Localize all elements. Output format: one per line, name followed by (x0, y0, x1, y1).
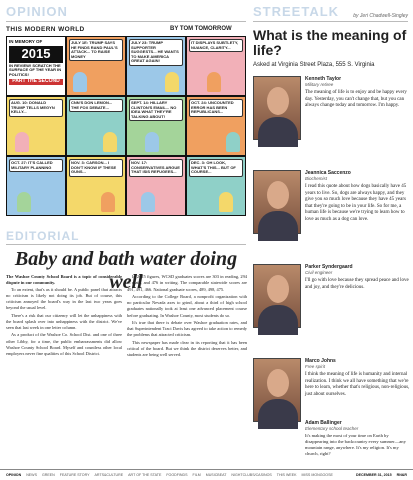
speech-bubble: OCT. 24: UNCOUNTED ERROR HAS BEEN REPUBLICANS... (189, 99, 243, 117)
cartoon-figure (103, 132, 117, 152)
respondent-role: Military retiree (305, 82, 334, 87)
editorial-paragraph: As a product of the Washoe Co. School Dist. and one of three other Libby, for a time, the public embarrassments did allow Washoe County School Board. Myself and countless other local employers never fine qualities of this School District. (6, 332, 122, 356)
editorial-paragraph: To an extent, that's as it should be. A public panel that attracts no criticism is likely not doing its job. But of course, this criticism annoyed the board's way in the last two years goes beyond the usual level. (6, 286, 122, 311)
streetalk-response (253, 170, 411, 262)
editorial-column-2 (127, 274, 247, 359)
comic-panel (67, 157, 125, 215)
respondent-quote: The meaning of life is to enjoy and be happy every day. Yesterday, you can't change that, but you can always change today and tomorrow. I'm happy. (305, 90, 407, 108)
comic-panel (187, 157, 245, 215)
streetalk-question: What is the meaning of life? (253, 27, 407, 58)
footer-item: THIS WEEK (276, 473, 297, 477)
footer-item: FEATURE STORY (59, 473, 90, 477)
footer-item-opinion: OPINION (6, 473, 22, 477)
opinion-section-header (6, 4, 246, 22)
comic-strip (6, 36, 246, 216)
speech-bubble: OCT. 27: IT'S CALLED MILITARY PLANNING (9, 159, 63, 172)
comic-panel-title-year: 2015 (9, 46, 63, 63)
comic-panel (187, 97, 245, 155)
cartoon-figure (17, 192, 31, 212)
streetalk-section-header (253, 4, 408, 22)
editorial-section-header (6, 229, 246, 245)
respondent-name: Adam Ballinger (305, 420, 342, 426)
footer-item: FILM (192, 473, 201, 477)
footer-item: NEWS (26, 473, 37, 477)
footer-item: GREEN (41, 473, 55, 477)
editorial-paragraph: There's a risk that our citizenry will let the unhappiness with the board splash over into unhappiness with the district. We've seen that last week in one letter column. (6, 312, 122, 330)
speech-bubble: JULY 23: TRUMP SUPPORTER SUGGESTS... HE WANTS TO MAKE AMERICA GREAT AGAIN! (129, 39, 183, 66)
respondent-photo (253, 76, 301, 140)
respondent-name: Kenneth Taylor (305, 76, 342, 82)
cartoon-figure (15, 132, 29, 152)
cartoon-figure (207, 72, 221, 92)
comic-panel (7, 157, 65, 215)
editorial-label: EDITORIAL (6, 229, 80, 243)
footer-item: MISS MONGOOSE (301, 473, 333, 477)
respondent-photo (253, 358, 301, 422)
comic-panel (67, 37, 125, 95)
cartoon-figure (73, 72, 87, 92)
editorial-headline: Baby and bath water doing well (14, 248, 238, 293)
respondent-quote: I think the meaning of life is humanity and internal realization. I think we all have something that we're here to learn, whether that's religious, non-religious, just about ourselves. (305, 372, 410, 397)
footer-item: ART OF THE STATE (128, 473, 162, 477)
footer-date: DECEMBER 31, 2015 (356, 473, 392, 477)
comic-panel (7, 97, 65, 155)
streetalk-location: Asked at Virginia Street Plaza, 555 S. Virginia (253, 62, 375, 68)
cartoon-figure (101, 192, 115, 212)
page-footer (0, 469, 413, 480)
respondent-name: Marco Johns (305, 358, 336, 364)
respondent-quote: I read this quote about how dogs basically have 45 years to live. So, dogs are always happy, and they give you so much love because they have 45 years that they're going to be in your life. So for me, a human life is because we're trying to learn how to love as much as a dog can love. (305, 184, 407, 222)
respondent-name: Parker Syndergaard (305, 264, 353, 270)
streetalk-label: STREETALK (253, 4, 340, 19)
footer-item: FOODFINDS (166, 473, 188, 477)
speech-bubble: DEC. 3: OH LOOK, WHAT'S THIS... BUT OF COURSE... (189, 159, 243, 177)
speech-bubble: NOV. 17: CONSERVATIVES ARGUE THAT ISIS REFUGEES... (129, 159, 183, 177)
footer-brand: RN&R (396, 473, 407, 477)
respondent-role: Free spirit (305, 364, 326, 369)
speech-bubble: SEPT. 14: HILLARY CLINTON'S EMAIL... NO IDEA WHAT THEY'RE TALKING ABOUT! (129, 99, 183, 121)
comic-byline: BY TOM TOMORROW (170, 26, 232, 32)
cartoon-figure (165, 72, 179, 92)
respondent-quote: It's making the most of your time on Earth by disappearing into the backcountry every summer—any mountain range, anywhere. It's my religion. It's my church, right? (305, 433, 406, 456)
footer-item: ARTS&CULTURE (94, 473, 124, 477)
cartoon-figure (141, 192, 155, 212)
speech-bubble: NOV. 3: CARSON... I DON'T KNOW IF THESE GUNS... (69, 159, 123, 177)
streetalk-response (253, 264, 411, 356)
cartoon-figure (145, 132, 159, 152)
respondent-photo (253, 264, 301, 328)
editorial-paragraph: According to the College Board, a nonprofit organization with no particular Nevada axes to grind, about a third of high school graduates nationally took at least one advanced placement course before graduating. In Washoe County, most students do so. (127, 293, 247, 318)
respondent-photo (253, 170, 301, 234)
comic-panel (127, 157, 185, 215)
cartoon-figure (226, 132, 240, 152)
speech-bubble: IT DISPLAYS SUBTLETY, NUANCE, CLARITY... (189, 39, 243, 52)
respondent-name: Jeannica Saccenzo (305, 170, 351, 176)
comic-title: THIS MODERN WORLD (6, 26, 85, 33)
streetalk-byline: by Jeri Chadwell-Singley (353, 13, 408, 19)
respondent-role: Elementary school teacher (305, 426, 359, 431)
speech-bubble: CNN'S DON LEMON... THE FOX DEBATE... (69, 99, 123, 112)
footer-item: MUSICBEAT (205, 473, 227, 477)
comic-panel-title-sub: IN REVIEW! SCRATCH THE SURFACE OF THE YEAR IN POLITICS! (9, 62, 62, 77)
editorial-paragraph: It's true that there is debate over Washoe graduation rates, and that Superintendent Traci Davis has agreed to take action to remedy the problems that attracted criticism. (127, 319, 247, 338)
speech-bubble: JULY 1E: TRUMP SAYS HE FINDS RAND PAUL'S ATTACK... TO RAISE MONEY (69, 39, 123, 61)
comic-panel (67, 97, 125, 155)
respondent-role: Civil engineer (305, 270, 333, 275)
comic-panel-title-top: IN MEMORY OF (9, 39, 43, 44)
comic-panel (127, 37, 185, 95)
comic-panel (187, 37, 245, 95)
comic-panel-title (7, 37, 65, 95)
footer-item: NIGHTCLUBS/CASINOS (231, 473, 272, 477)
respondent-quote: I'll go with love because they spread peace and love and joy, and they're delicious. (305, 278, 409, 290)
opinion-label: OPINION (6, 4, 68, 19)
streetalk-response (253, 76, 411, 168)
cartoon-figure (219, 192, 233, 212)
editorial-column-1 (6, 274, 122, 358)
editorial-dek: The Washoe County School Board is a topic of considerable dispute in our community. (6, 274, 122, 286)
comic-panel-title-part: PART THE SECOND (9, 79, 63, 85)
editorial-paragraph: This newspaper has made clear in its reporting that it has been critical of the board. But we think the district deserves better, and students are being well served. (127, 339, 247, 357)
speech-bubble: AUG. 10: DONALD TRUMP TELLS MEGYN KELLY... (9, 99, 63, 117)
editorial-paragraph: In 2015 figures, WCSD graduates scores are 303 in reading, 294 in math, and 476 in writing. The comparable statewide scores are 491, 491, 466. National graduate scores, 489, 498, 475. (127, 274, 247, 292)
streetalk-response (253, 420, 411, 468)
respondent-role: Biochemist (305, 176, 328, 181)
comic-panel (127, 97, 185, 155)
